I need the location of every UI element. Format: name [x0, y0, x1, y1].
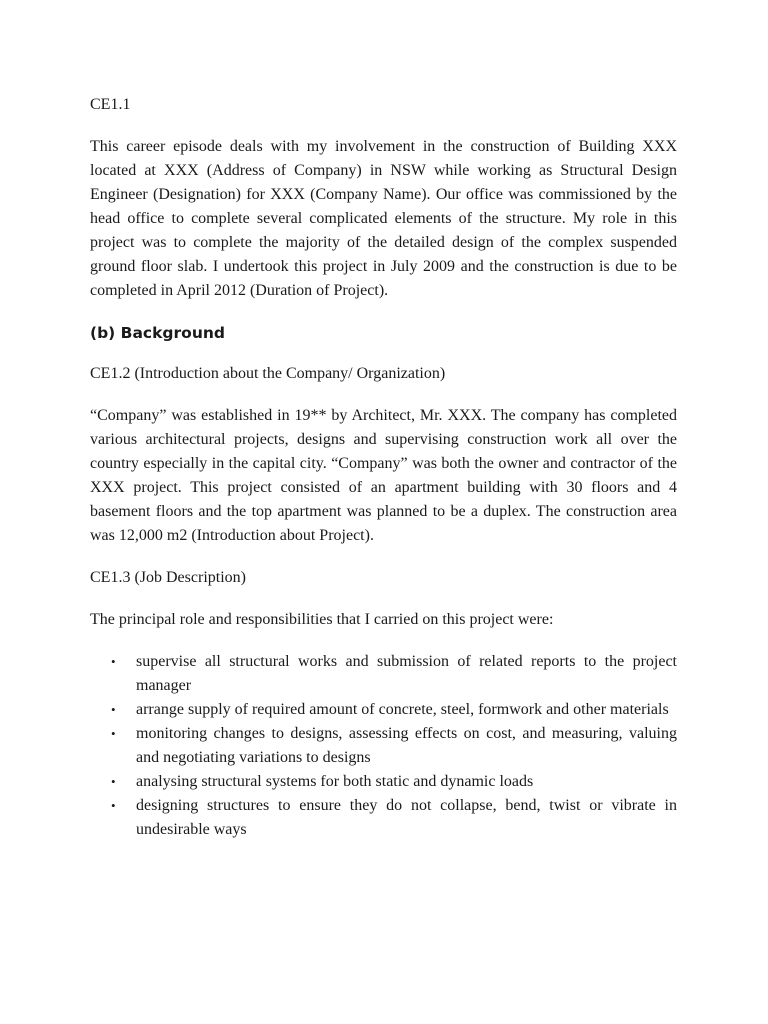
document-page — [90, 93, 677, 842]
bullet-icon: • — [111, 654, 116, 669]
ce1-3-heading: CE1.3 (Job Description) — [90, 569, 246, 586]
ce1-2-heading: CE1.2 (Introduction about the Company/ Organization) — [90, 365, 446, 382]
list-item — [111, 770, 677, 794]
list-item-text: designing structures to ensure they do not collapse, bend, twist or vibrate in undesirable ways — [136, 797, 677, 838]
bullet-icon: • — [111, 774, 116, 789]
bullet-icon: • — [111, 702, 116, 717]
responsibilities-list — [90, 650, 677, 842]
bullet-icon: • — [111, 798, 116, 813]
bullet-icon: • — [111, 726, 116, 741]
list-item — [111, 722, 677, 770]
ce1-1-paragraph: This career episode deals with my involvement in the construction of Building XXX located at XXX (Address of Company) in NSW while working as Structural Design Engineer (Designation) for XXX (Company Name). Our office was commissioned by the head office to complete several complicated elements of the structure. My role in this project was to complete the majority of the detailed design of the complex suspended ground floor slab. I undertook this project in July 2009 and the construction is due to be completed in April 2012 (Duration of Project). — [90, 138, 677, 299]
list-item-text: supervise all structural works and submission of related reports to the project manager — [136, 653, 677, 694]
list-item — [111, 698, 677, 722]
list-item-text: arrange supply of required amount of concrete, steel, formwork and other materials — [136, 701, 669, 718]
list-item — [111, 650, 677, 698]
background-heading: (b) Background — [90, 324, 225, 342]
ce1-1-heading: CE1.1 — [90, 96, 131, 113]
ce1-2-paragraph: “Company” was established in 19** by Architect, Mr. XXX. The company has completed various architectural projects, designs and supervising construction work all over the country especially in the capital city. “Company” was both the owner and contractor of the XXX project. This project consisted of an apartment building with 30 floors and 4 basement floors and the top apartment was planned to be a duplex. The construction area was 12,000 m2 (Introduction about Project). — [90, 407, 677, 544]
list-item-text: analysing structural systems for both static and dynamic loads — [136, 773, 534, 790]
list-item — [111, 794, 677, 842]
ce1-3-intro: The principal role and responsibilities that I carried on this project were: — [90, 611, 554, 628]
list-item-text: monitoring changes to designs, assessing effects on cost, and measuring, valuing and negotiating variations to designs — [136, 725, 677, 766]
